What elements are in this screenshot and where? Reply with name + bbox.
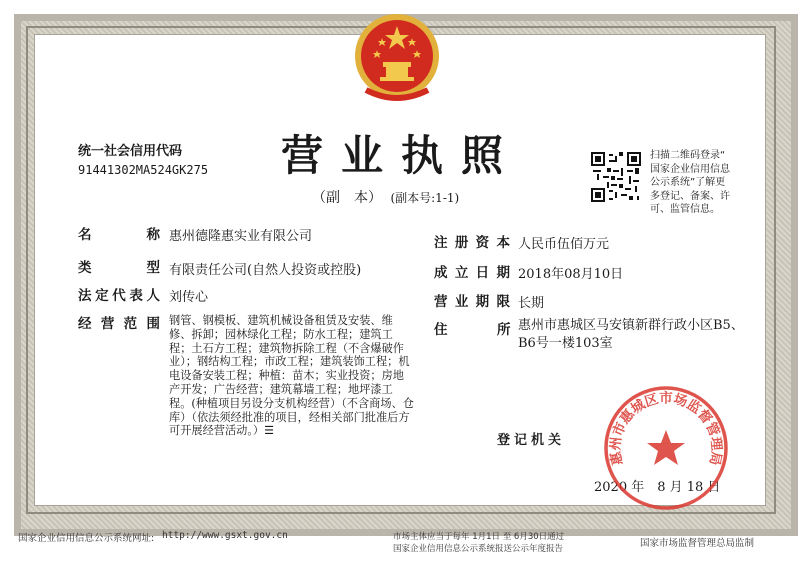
- business-scope: 钢管、钢模板、建筑机械设备租赁及安装、维修、拆卸；园林绿化工程；防水工程；建筑工程；土石方工程；建筑物拆除工程（不含爆破作业）；钢结构工程；市政工程；建筑装饰工程；机电设备安装工程；种植：苗木；实业投资；房地产开发；广告经营；建筑幕墙工程；地坪漆工程。(种植项目另设分支机构经营）（不含商场、仓库）（依法须经批准的项目，经相关部门批准后方可开展经营活动。）☰: [169, 314, 414, 438]
- address-label-a: 住: [434, 322, 448, 338]
- national-emblem-icon: [352, 10, 442, 106]
- qr-instructions: 扫描二维码登录“ 国家企业信用信息 公示系统”了解更 多登记、备案、许 可、监管信息。: [650, 150, 730, 215]
- name-label: 名 称: [78, 227, 160, 243]
- term-label: 营 业 期 限: [434, 294, 510, 310]
- footer-site-label: 国家企业信用信息公示系统网址:: [18, 533, 155, 544]
- company-name: 惠州德隆惠实业有限公司: [169, 229, 313, 244]
- capital-label: 注 册 资 本: [434, 235, 510, 251]
- company-address: 惠州市惠城区马安镇新群行政小区B5、B6号一楼103室: [518, 318, 744, 351]
- established-date: 2018年08月10日: [518, 267, 624, 282]
- registered-capital: 人民币伍佰万元: [518, 237, 610, 252]
- official-seal-icon: [600, 382, 732, 514]
- company-type: 有限责任公司(自然人投资或控股): [169, 263, 362, 278]
- scope-label: 经 营 范 围: [78, 316, 160, 332]
- copy-number: (副本号:1-1): [390, 191, 460, 205]
- legal-rep-label: 法定代表人: [78, 288, 160, 304]
- registration-authority: 登记机关: [497, 433, 566, 448]
- seal-text: 惠州市惠城区市场监督管理局: [607, 390, 725, 467]
- business-term: 长期: [518, 296, 545, 311]
- copy-indicator: [312, 187, 463, 207]
- issue-date: 2020 年 8 月 18 日: [594, 480, 721, 495]
- page-title: 营业执照: [280, 131, 521, 180]
- credit-code-value: 91441302MA524GK275: [78, 163, 209, 177]
- footer-notice-line-2: 国家企业信用信息公示系统报送公示年度报告: [393, 544, 564, 554]
- footer-url[interactable]: http://www.gsxt.gov.cn: [162, 530, 288, 541]
- est-date-label: 成 立 日 期: [434, 265, 510, 281]
- footer-issuer: 国家市场监督管理总局监制: [640, 538, 755, 549]
- copy-label: （副 本）: [312, 190, 382, 206]
- qr-code-icon[interactable]: [591, 152, 641, 202]
- footer-notice-line-1: 市场主体应当于每年 1月1日 至 6月30日通过: [393, 532, 565, 542]
- address-label-b: 所: [497, 322, 511, 338]
- credit-code-label: 统一社会信用代码: [78, 144, 183, 159]
- legal-rep-name: 刘传心: [169, 290, 209, 305]
- type-label: 类 型: [78, 260, 160, 276]
